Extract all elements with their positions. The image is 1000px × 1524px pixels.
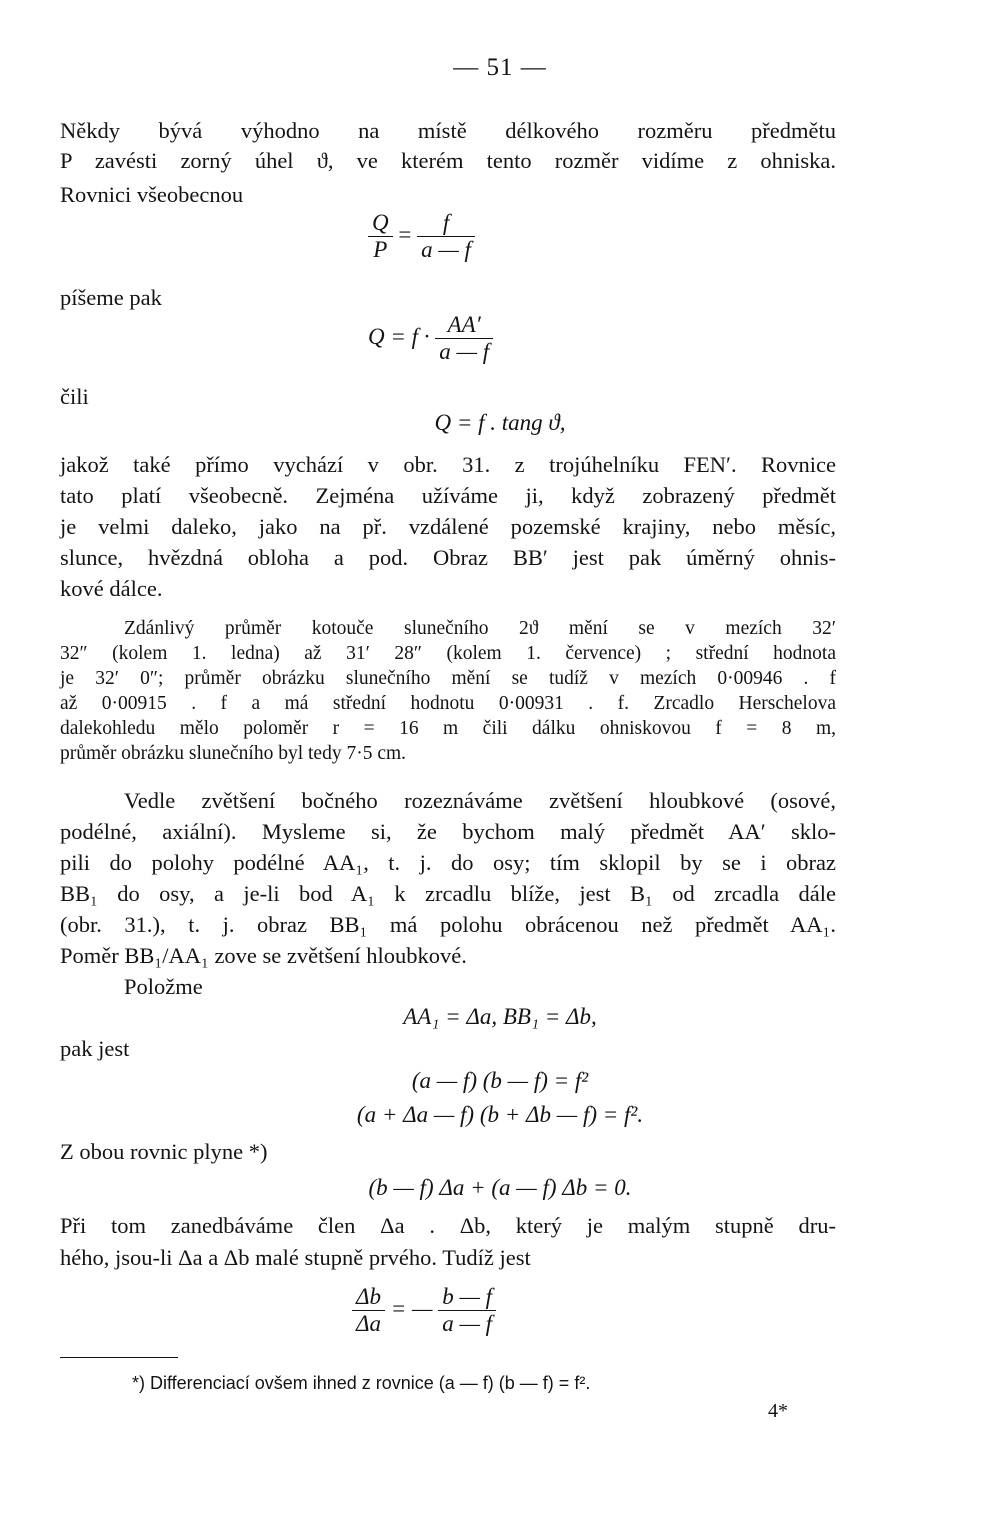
equation-q-aa: Q = f · $\frac{AA'}{a — f}$ xyxy=(368,312,493,365)
paragraph-line: dalekohledu mělo poloměr r = 16 m čili dálku ohniskovou f = 8 m, xyxy=(60,718,836,739)
text-pak-jest: pak jest xyxy=(60,1036,130,1061)
paragraph-line: je 32′ 0″; průměr obrázku slunečního mění se tudíž v mezích 0·00946 . f xyxy=(60,668,836,689)
paragraph-line: Zdánlivý průměr kotouče slunečního 2ϑ mění se v mezích 32′ xyxy=(124,618,836,639)
paragraph-line: Vedle zvětšení bočného rozeznáváme zvětšení hloubkové (osové, xyxy=(124,788,836,813)
paragraph-line: slunce, hvězdná obloha a pod. Obraz BB′ jest pak úměrný ohnis- xyxy=(60,545,836,570)
fraction: $\frac{b — f}{a — f}$ xyxy=(438,1284,496,1337)
paragraph-line: průměr obrázku slunečního byl tedy 7·5 cm. xyxy=(60,743,407,764)
equation-tang: Q = f . tang ϑ, xyxy=(434,410,566,435)
page-number-header: — 51 — xyxy=(453,54,547,81)
paragraph-line: Někdy bývá výhodno na místě délkového rozměru předmětu xyxy=(60,118,836,143)
paragraph-line: Rovnici všeobecnou xyxy=(60,182,244,207)
paragraph-line: BB₁ do osy, a je-li bod A₁ k zrcadlu blíže, jest B₁ od zrcadla dále xyxy=(60,881,836,906)
paragraph-line: 32″ (kolem 1. ledna) až 31′ 28″ (kolem 1. července) ; střední hodnota xyxy=(60,643,836,664)
paragraph-line: kové dálce. xyxy=(60,576,163,601)
paragraph-line: jakož také přímo vychází v obr. 31. z trojúhelníku FEN′. Rovnice xyxy=(60,452,836,477)
signature-mark: 4* xyxy=(768,1400,788,1422)
text-piseme-pak: píšeme pak xyxy=(60,285,162,310)
equation-differential: (b — f) Δa + (a — f) Δb = 0. xyxy=(368,1175,632,1200)
fraction: $\frac{f}{a — f}$ xyxy=(417,210,475,263)
equation-product-delta: (a + Δa — f) (b + Δb — f) = f². xyxy=(356,1102,644,1127)
paragraph-line: tato platí všeobecně. Zejména užíváme ji, když zobrazený předmět xyxy=(60,483,836,508)
paragraph-line: Při tom zanedbáváme člen Δa . Δb, který je malým stupně dru- xyxy=(60,1213,836,1238)
fraction: $\frac{AA'}{a — f}$ xyxy=(435,312,493,365)
footnote-rule xyxy=(60,1357,178,1358)
equation-delta-def: AA₁ = Δa, BB₁ = Δb, xyxy=(403,1004,597,1029)
paragraph-line: podélné, axiální). Mysleme si, že bychom malý předmět AA′ sklo- xyxy=(60,819,836,844)
text-polozme: Položme xyxy=(124,974,203,999)
equation-product: (a — f) (b — f) = f² xyxy=(411,1068,589,1093)
text-cili: čili xyxy=(60,384,89,409)
text-z-obou: Z obou rovnic plyne *) xyxy=(60,1139,268,1164)
fraction: $\frac{\Delta b}{\Delta a}$ xyxy=(352,1284,385,1337)
paragraph-line: hého, jsou-li Δa a Δb malé stupně prvého. Tudíž jest xyxy=(60,1245,531,1270)
paragraph-line: P zavésti zorný úhel ϑ, ve kterém tento rozměr vidíme z ohniska. xyxy=(60,148,836,173)
paragraph-line: je velmi daleko, jako na př. vzdálené pozemské krajiny, nebo měsíc, xyxy=(60,514,836,539)
paragraph-line: pili do polohy podélné AA₁, t. j. do osy; tím sklopil by se i obraz xyxy=(60,850,836,875)
footnote: *) Differenciací ovšem ihned z rovnice (a — f) (b — f) = f². xyxy=(132,1373,591,1393)
paragraph-line: (obr. 31.), t. j. obraz BB₁ má polohu obrácenou než předmět AA₁. xyxy=(60,912,836,937)
equation-q-over-p: $\frac{Q}{P}$ = $\frac{f}{a — f}$ xyxy=(368,210,475,263)
equation-ratio: $\frac{\Delta b}{\Delta a}$ = — $\frac{b — f}{a — f}$ xyxy=(352,1284,496,1337)
paragraph-line: až 0·00915 . f a má střední hodnotu 0·00931 . f. Zrcadlo Herschelova xyxy=(60,693,836,714)
fraction: $\frac{Q}{P}$ xyxy=(368,210,393,263)
paragraph-line: Poměr BB₁/AA₁ zove se zvětšení hloubkové. xyxy=(60,943,467,968)
